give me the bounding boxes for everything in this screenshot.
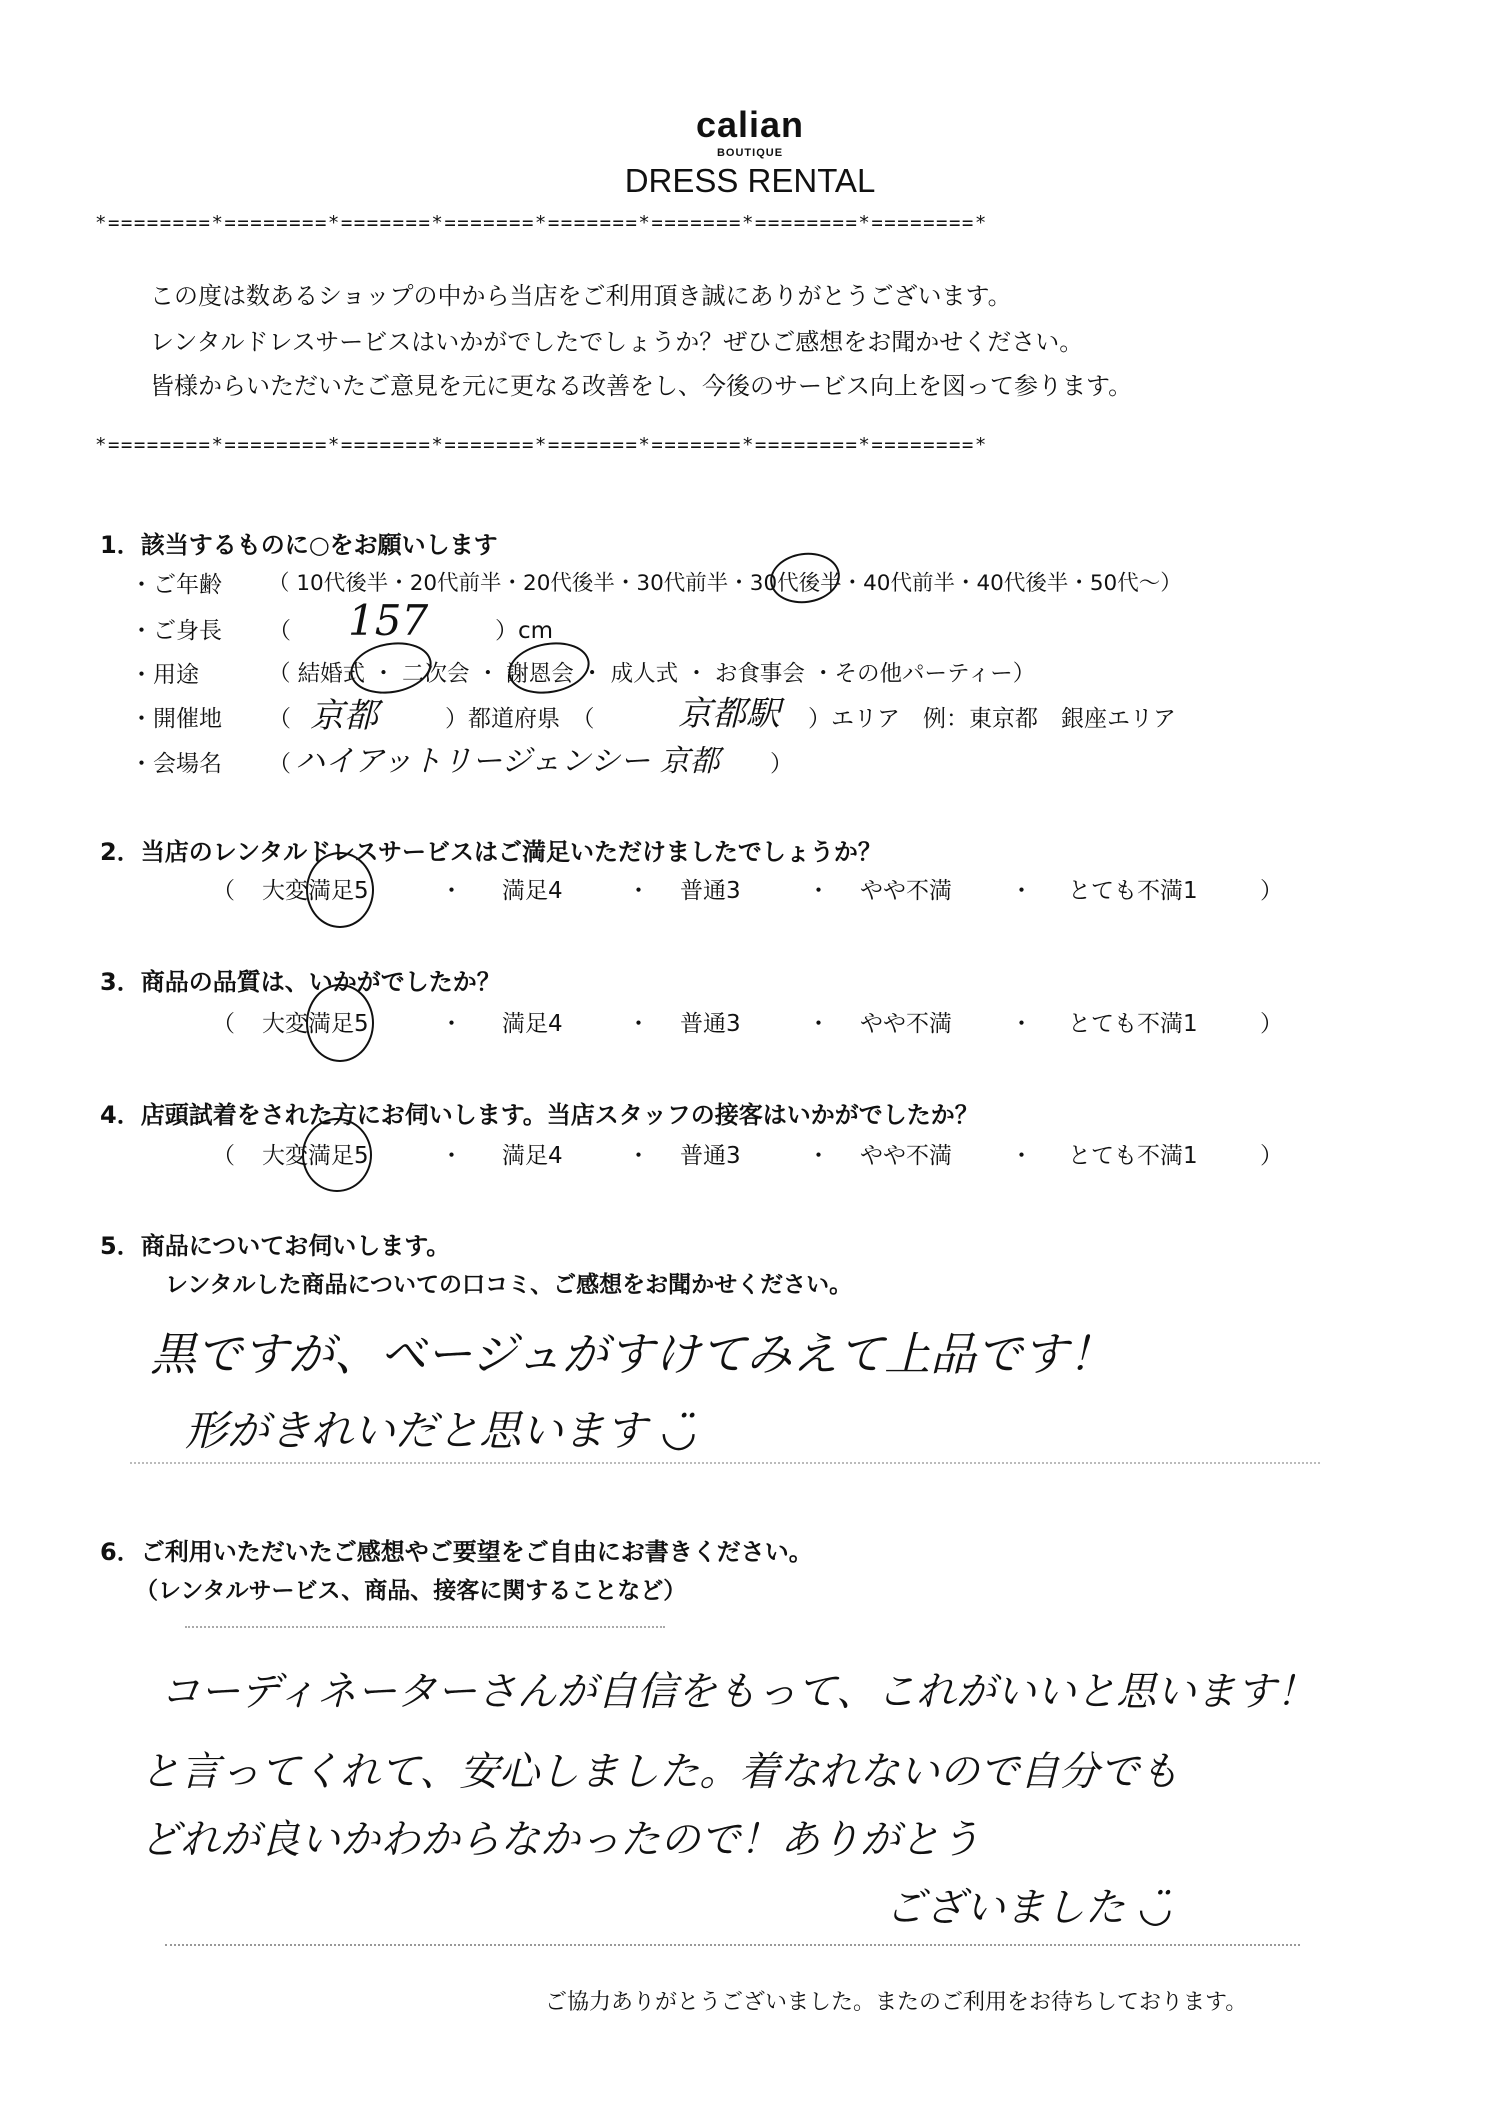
q6-title: 6．ご利用いただいたご感想やご要望をご自由にお書きください。 [100, 1538, 813, 1566]
height-open: （ [268, 618, 291, 644]
age-label: ・ご年齢 [130, 572, 222, 598]
page-title: DRESS RENTAL [624, 162, 876, 199]
rating-sep: ・ [627, 878, 650, 904]
q4-title: 4．店頭試着をされた方にお伺いします。当店スタッフの接客はいかがでしたか？ [100, 1101, 979, 1129]
age-options: （ 10代後半・20代前半・20代後半・30代前半・30代後半・40代前半・40代後半・50代〜） [268, 571, 1182, 596]
q6-answer-line-2: と言ってくれて、安心しました。着なれないので自分でも [140, 1749, 1180, 1795]
height-value: 157 [348, 596, 429, 645]
q4-selected-circle [302, 1118, 372, 1192]
q5-subtitle: レンタルした商品についての口コミ、ご感想をお聞かせください。 [165, 1272, 853, 1298]
intro-line-3: 皆様からいただいたご意見を元に更なる改善をし、今後のサービス向上を図って参ります。 [150, 372, 1133, 400]
rating-close: ） [1260, 878, 1283, 904]
venue-name-value: ハイアットリージェンシー 京都 [295, 744, 720, 779]
q1-title: 1．該当するものに○をお願いします [100, 531, 498, 559]
q5-answer-line-1: 黒ですが、ベージュがすけてみえて上品です！ [150, 1327, 1115, 1381]
rating-option-3: 普通3 [680, 1011, 741, 1037]
rating-sep: ・ [627, 1143, 650, 1169]
age-selected-circle [767, 548, 843, 607]
rating-open: （ [212, 1011, 235, 1037]
venue-label: ・開催地 [130, 706, 222, 732]
rating-option-4: 満足4 [502, 878, 563, 904]
rating-open: （ [212, 1143, 235, 1169]
separator-bottom: *========*========*=======*=======*=======*=======*========*========* [95, 434, 988, 456]
q5-title: 5．商品についてお伺いします。 [100, 1232, 451, 1260]
rating-sep: ・ [807, 1011, 830, 1037]
rating-option-2: やや不満 [860, 1143, 952, 1169]
q2-title: 2．当店のレンタルドレスサービスはご満足いただけましたでしょうか？ [100, 838, 882, 866]
rating-option-3: 普通3 [680, 878, 741, 904]
venue-name-open: （ [268, 751, 291, 777]
venue-area: 京都駅 [678, 694, 780, 734]
q3-selected-circle [306, 984, 374, 1062]
rating-open: （ [212, 878, 235, 904]
q6-answer-line-3: どれが良いかわからなかったので！ありがとう [140, 1817, 980, 1863]
rating-option-2: やや不満 [860, 1011, 952, 1037]
rating-option-3: 普通3 [680, 1143, 741, 1169]
height-label: ・ご身長 [130, 618, 222, 644]
separator-top: *========*========*=======*=======*=======*=======*========*========* [95, 212, 988, 234]
venue-name-close: ） [770, 751, 793, 777]
rating-option-1: とても不満1 [1068, 1011, 1198, 1037]
q2-selected-circle [306, 852, 374, 928]
venue-suffix: ）エリア 例：東京都 銀座エリア [808, 706, 1176, 732]
rating-option-1: とても不満1 [1068, 1143, 1198, 1169]
rating-sep: ・ [627, 1011, 650, 1037]
rating-option-5: 大変満足5 [262, 1143, 369, 1169]
brand-logo: calian [695, 104, 805, 145]
rating-sep: ・ [1010, 1143, 1033, 1169]
venue-prefecture: 京都 [310, 696, 378, 736]
rating-option-1: とても不満1 [1068, 878, 1198, 904]
q6-answer-line-4: ございました ◡̈ [885, 1885, 1173, 1931]
q6-subtitle: （レンタルサービス、商品、接客に関することなど） [135, 1578, 687, 1604]
rating-close: ） [1260, 1143, 1283, 1169]
q6-answer-line-1: コーディネーターさんが自信をもって、これがいいと思います！ [160, 1669, 1316, 1715]
rating-sep: ・ [440, 878, 463, 904]
height-close: ）cm [495, 618, 554, 644]
rating-sep: ・ [1010, 1011, 1033, 1037]
rating-option-5: 大変満足5 [262, 1011, 369, 1037]
intro-line-2: レンタルドレスサービスはいかがでしたでしょうか？ぜひご感想をお聞かせください。 [150, 328, 1084, 356]
venue-name-label: ・会場名 [130, 751, 222, 777]
venue-mid: ）都道府県 （ [445, 706, 595, 732]
purpose-options: （ 結婚式 ・ 二次会 ・ 謝恩会 ・ 成人式 ・ お食事会 ・その他パーティー） [268, 661, 1036, 687]
rating-option-4: 満足4 [502, 1011, 563, 1037]
rating-option-4: 満足4 [502, 1143, 563, 1169]
venue-open: （ [268, 706, 291, 732]
footer-message: ご協力ありがとうございました。またのご利用をお待ちしております。 [545, 1990, 1248, 2015]
q6-answer-line [165, 1944, 1300, 1946]
rating-option-5: 大変満足5 [262, 878, 369, 904]
q6-dotted-line [185, 1626, 665, 1628]
brand-subtitle: BOUTIQUE [716, 147, 784, 159]
rating-sep: ・ [807, 878, 830, 904]
intro-line-1: この度は数あるショップの中から当店をご利用頂き誠にありがとうございます。 [150, 282, 1012, 310]
rating-close: ） [1260, 1011, 1283, 1037]
rating-sep: ・ [807, 1143, 830, 1169]
rating-sep: ・ [1010, 878, 1033, 904]
rating-option-2: やや不満 [860, 878, 952, 904]
rating-sep: ・ [440, 1011, 463, 1037]
rating-sep: ・ [440, 1143, 463, 1169]
purpose-selected-circle-2 [504, 636, 593, 699]
q5-answer-line-2: 形がきれいだと思います ◡̈ [185, 1406, 697, 1455]
q3-title: 3．商品の品質は、いかがでしたか？ [100, 968, 501, 996]
purpose-label: ・用途 [130, 662, 199, 688]
q5-answer-line [130, 1462, 1320, 1464]
